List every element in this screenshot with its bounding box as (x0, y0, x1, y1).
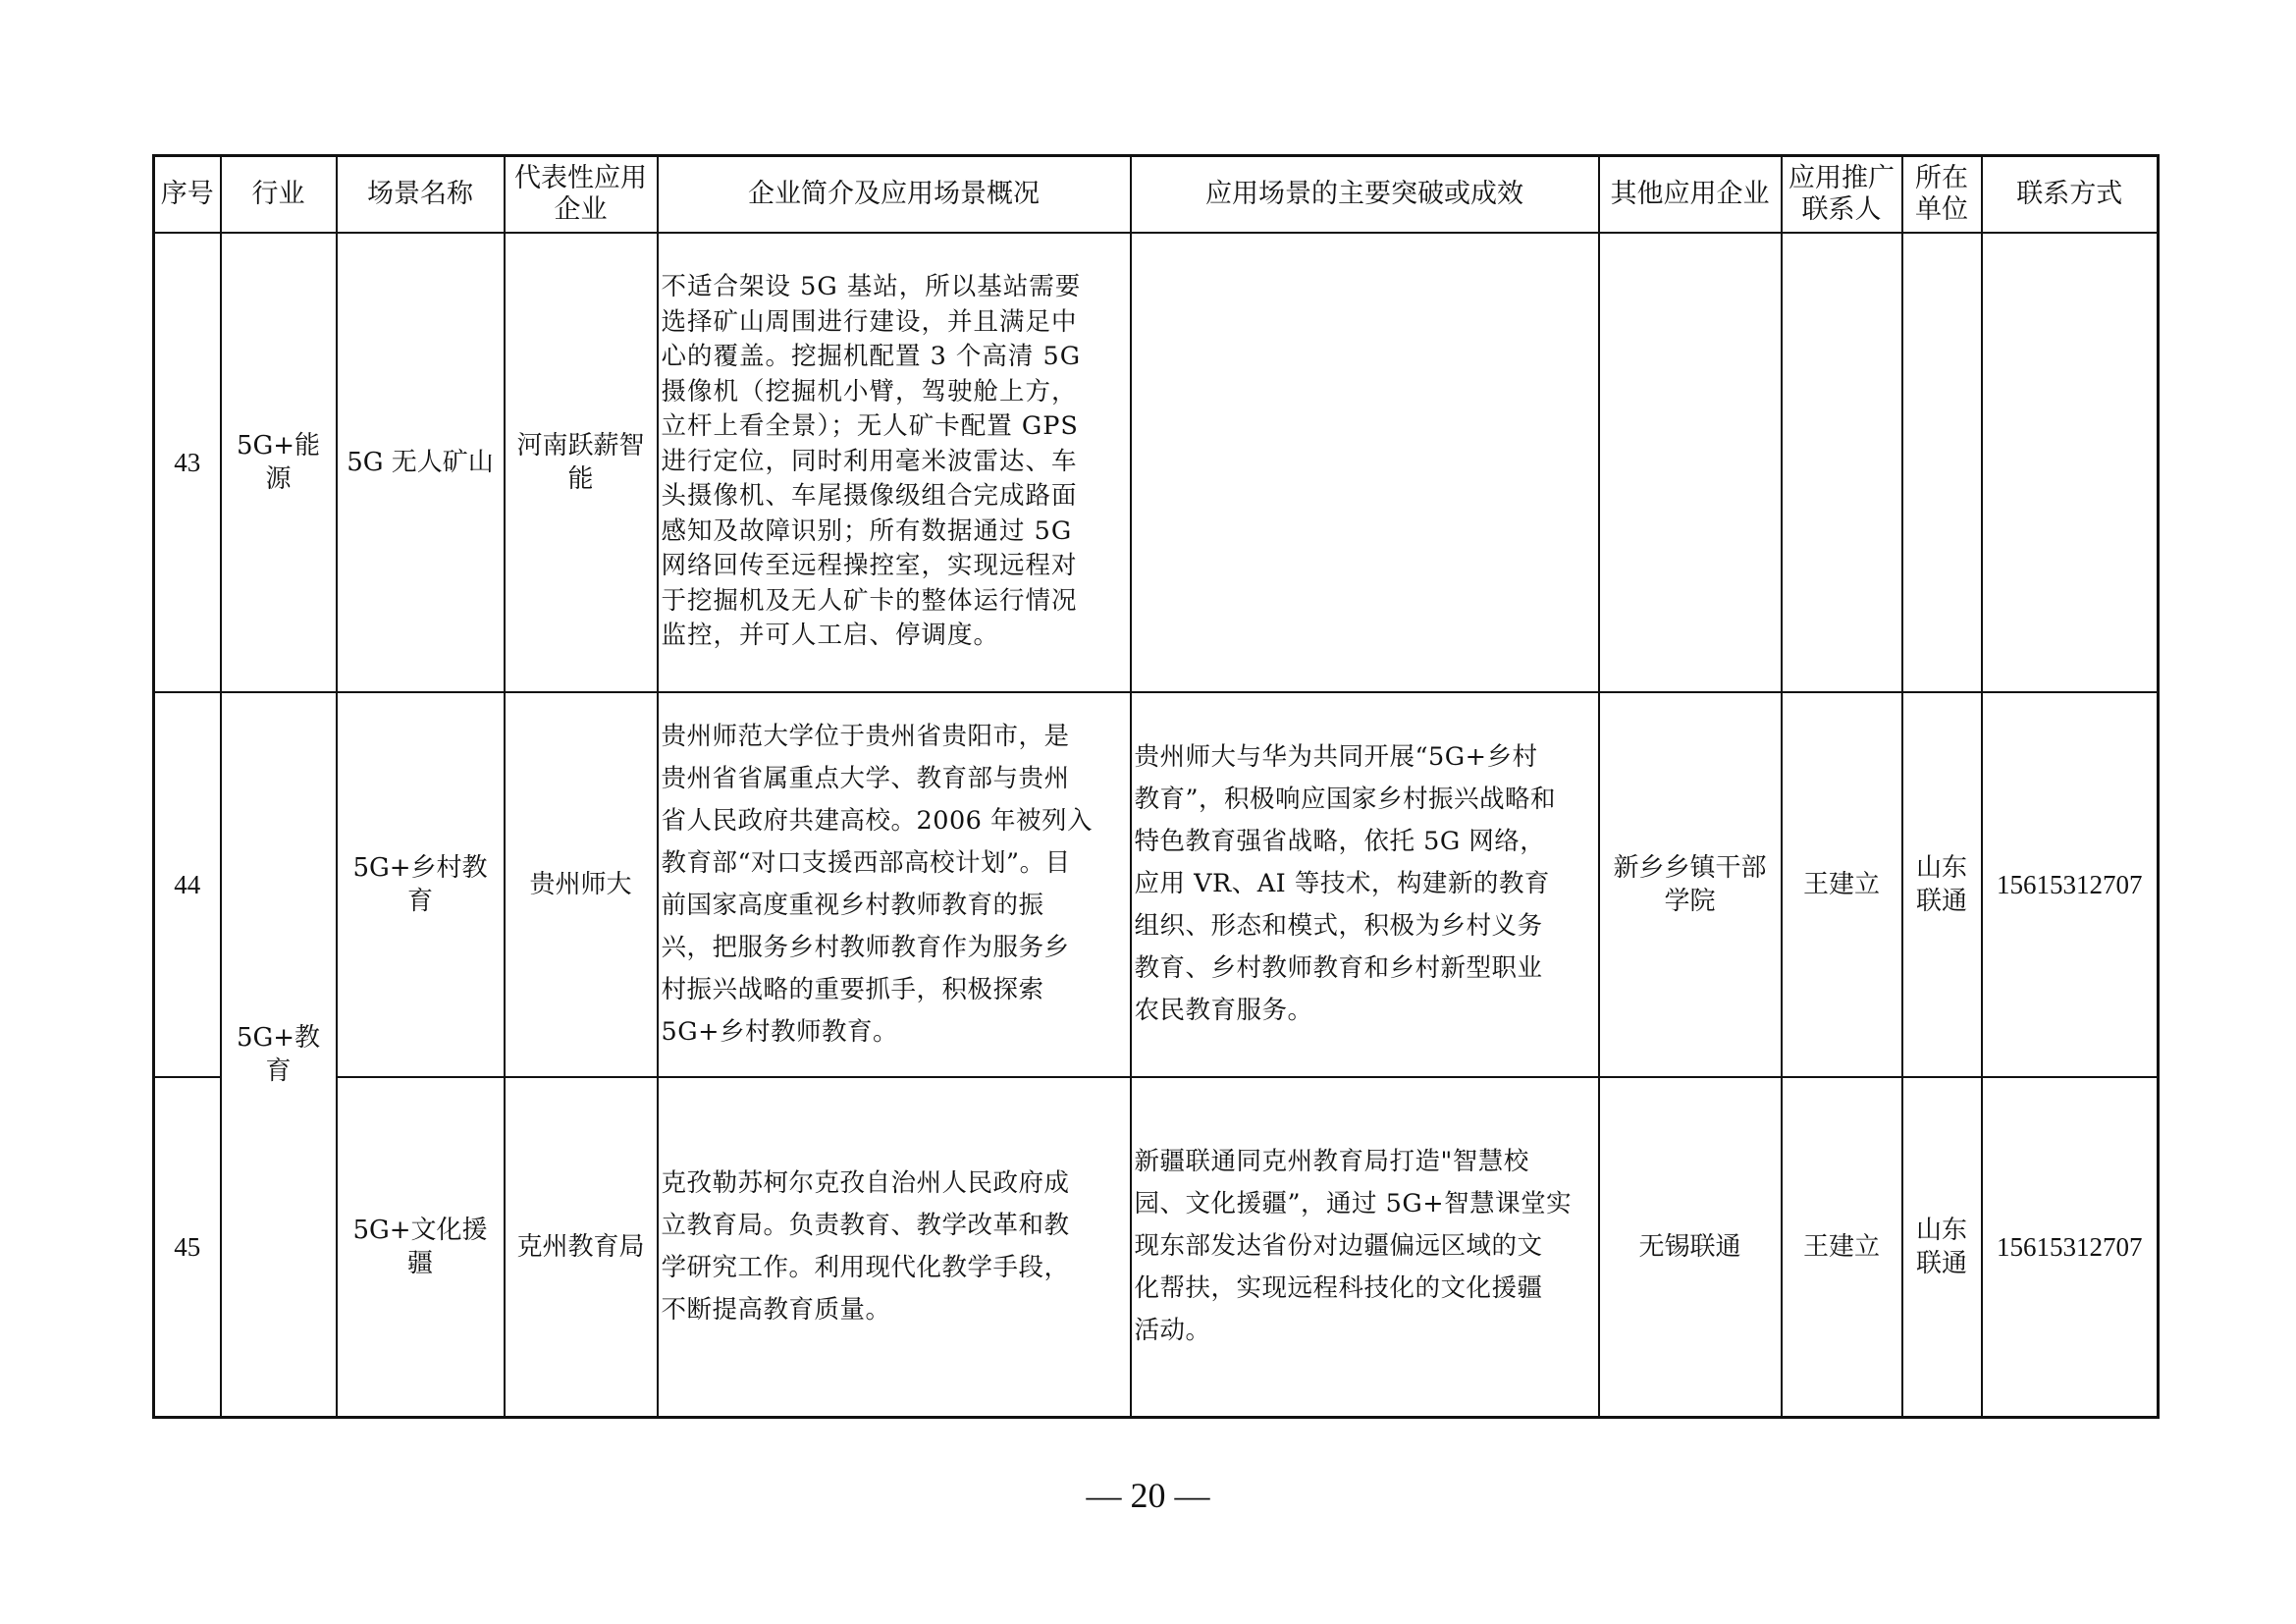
text-line: 于挖掘机及无人矿卡的整体运行情况 (661, 585, 1078, 616)
text-line: 新疆联通同克州教育局打造"智慧校 (1134, 1147, 1529, 1177)
text-line: 网络回传至远程操控室，实现远程对 (661, 551, 1078, 581)
scenario-table (152, 154, 2160, 1419)
table-row (154, 692, 2159, 1077)
text-line: 村振兴战略的重要抓手，积极探索 (661, 974, 1044, 1004)
row-unit (1902, 1077, 1982, 1418)
row-unit (1902, 692, 1982, 1077)
text-line: 现东部发达省份对边疆偏远区域的文 (1134, 1231, 1543, 1262)
text-line: 学研究工作。利用现代化教学手段， (661, 1252, 1070, 1282)
row-person: 王建立 (1782, 1077, 1902, 1418)
text-line: 立杆上看全景）；无人矿卡配置 GPS (661, 411, 1079, 442)
text-line: 化帮扶，实现远程科技化的文化援疆 (1134, 1273, 1543, 1304)
text-line: 组织、形态和模式，积极为乡村义务 (1134, 911, 1543, 941)
text-line: 立教育局。负责教育、教学改革和教 (661, 1210, 1070, 1240)
row-company: 贵州师大 (505, 692, 658, 1077)
row-phone: 15615312707 (1982, 1077, 2159, 1418)
text-line: 兴，把服务乡村教师教育作为服务乡 (661, 932, 1070, 962)
header-row (154, 156, 2159, 233)
row-result (1131, 233, 1599, 692)
row-industry: 5G+教育 (221, 692, 337, 1418)
text-line: 不断提高教育质量。 (661, 1294, 891, 1325)
header-unit (1902, 156, 1982, 233)
header-company-line: 企业 (554, 193, 608, 225)
row-no: 45 (154, 1077, 221, 1418)
text-line: 前国家高度重视乡村教师教育的振 (661, 890, 1044, 920)
header-company (505, 156, 658, 233)
row-intro (658, 233, 1131, 692)
header-person-line: 应用推广 (1789, 162, 1895, 193)
header-no: 序号 (154, 156, 221, 233)
header-scene: 场景名称 (337, 156, 505, 233)
header-industry: 行业 (221, 156, 337, 233)
text-line: 不适合架设 5G 基站，所以基站需要 (661, 272, 1082, 302)
row-no: 44 (154, 692, 221, 1077)
row-other (1599, 692, 1782, 1077)
text-line: 克孜勒苏柯尔克孜自治州人民政府成 (661, 1167, 1070, 1198)
row-unit (1902, 233, 1982, 692)
text-line: 应用 VR、AI 等技术，构建新的教育 (1134, 869, 1550, 898)
row-scene (337, 1077, 505, 1418)
text-line: 摄像机（挖掘机小臂，驾驶舱上方， (661, 376, 1078, 406)
text-line: 活动。 (1134, 1316, 1211, 1346)
unit-line: 山东 (1915, 1215, 1967, 1245)
header-intro: 企业简介及应用场景概况 (658, 156, 1131, 233)
text-line: 教育部“对口支援西部高校计划”。目 (661, 847, 1071, 878)
scene-line: 疆 (406, 1248, 433, 1278)
row-scene (337, 692, 505, 1077)
row-intro (658, 1077, 1131, 1418)
text-line: 选择矿山周围进行建设，并且满足中 (661, 306, 1078, 337)
company-line: 河南跃薪智 (516, 430, 645, 460)
text-line: 进行定位，同时利用毫米波雷达、车 (661, 446, 1078, 476)
text-line: 特色教育强省战略，依托 5G 网络， (1134, 827, 1546, 856)
header-other: 其他应用企业 (1599, 156, 1782, 233)
text-line: 农民教育服务。 (1134, 996, 1313, 1025)
scene-line: 5G+乡村教 (352, 852, 488, 883)
text-line: 头摄像机、车尾摄像级组合完成路面 (661, 481, 1078, 512)
table-row (154, 1077, 2159, 1418)
header-company-line: 代表性应用 (514, 162, 647, 193)
other-line: 新乡乡镇干部 (1613, 852, 1767, 883)
text-line: 贵州师大与华为共同开展“5G+乡村 (1134, 742, 1538, 772)
unit-line: 联通 (1915, 886, 1967, 916)
header-person (1782, 156, 1902, 233)
row-phone: 15615312707 (1982, 692, 2159, 1077)
row-other: 无锡联通 (1599, 1077, 1782, 1418)
text-line: 教育、乡村教师教育和乡村新型职业 (1134, 953, 1543, 983)
other-line: 学院 (1664, 886, 1716, 916)
row-phone (1982, 233, 2159, 692)
row-result (1131, 692, 1599, 1077)
text-line: 心的覆盖。挖掘机配置 3 个高清 5G (661, 342, 1082, 372)
row-person: 王建立 (1782, 692, 1902, 1077)
row-company (505, 233, 658, 692)
row-result (1131, 1077, 1599, 1418)
row-intro (658, 692, 1131, 1077)
row-industry: 5G+能源 (221, 233, 337, 692)
row-no: 43 (154, 233, 221, 692)
text-line: 贵州省省属重点大学、教育部与贵州 (661, 763, 1070, 793)
company-line: 能 (567, 463, 594, 494)
header-unit-label: 所在单位 (1915, 162, 1968, 225)
page-number: — 20 — (1086, 1476, 1210, 1515)
scene-line: 育 (406, 886, 433, 916)
row-person (1782, 233, 1902, 692)
text-line: 教育”，积极响应国家乡村振兴战略和 (1134, 785, 1557, 814)
text-line: 贵州师范大学位于贵州省贵阳市，是 (661, 721, 1070, 751)
header-result: 应用场景的主要突破或成效 (1131, 156, 1599, 233)
unit-line: 山东 (1915, 852, 1967, 883)
row-other (1599, 233, 1782, 692)
header-person-line: 联系人 (1801, 193, 1882, 225)
scene-line: 5G+文化援 (352, 1215, 488, 1245)
unit-line: 联通 (1915, 1248, 1967, 1278)
text-line: 感知及故障识别；所有数据通过 5G (661, 515, 1073, 546)
header-phone: 联系方式 (1982, 156, 2159, 233)
row-company: 克州教育局 (505, 1077, 658, 1418)
text-line: 园、文化援疆”，通过 5G+智慧课堂实 (1134, 1189, 1573, 1219)
text-line: 监控，并可人工启、停调度。 (661, 621, 1000, 651)
table-row (154, 233, 2159, 692)
row-scene: 5G 无人矿山 (337, 233, 505, 692)
text-line: 5G+乡村教师教育。 (661, 1016, 898, 1047)
text-line: 省人民政府共建高校。2006 年被列入 (661, 805, 1094, 836)
